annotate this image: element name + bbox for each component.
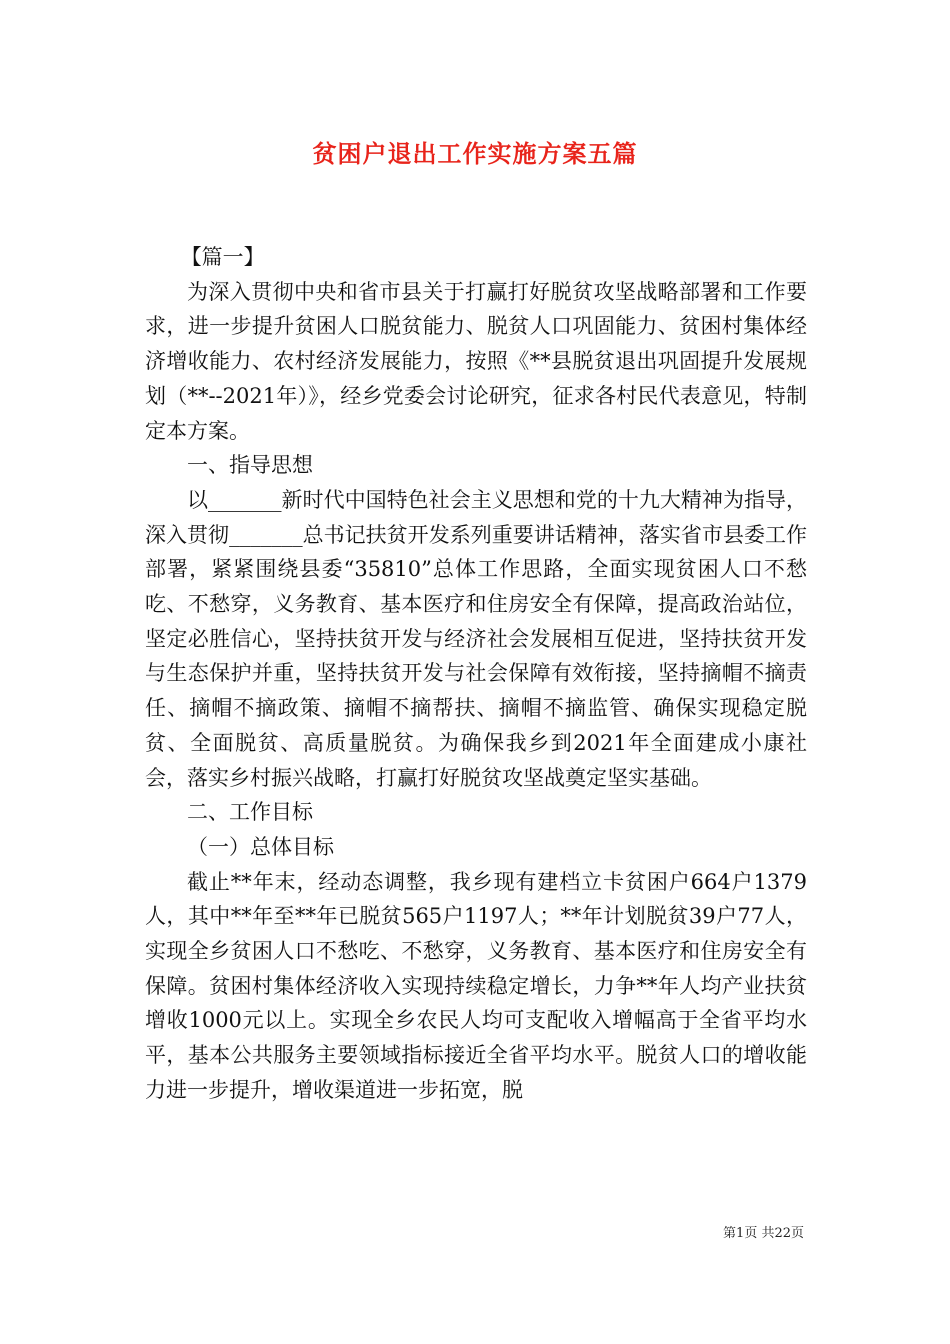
subheading-overall-goals: （一）总体目标	[187, 834, 334, 859]
page-indicator: 第1页 共22页	[723, 1226, 804, 1241]
intro-paragraph: 为深入贯彻中央和省市县关于打赢打好脱贫攻坚战略部署和工作要求，进一步提升贫困人口脱贫能力、脱贫人口巩固能力、贫困村集体经济增收能力、农村经济发展能力，按照《**县脱贫退出巩固提升发展规划（**--2021年）》，经乡党委会讨论研究，征求各村民代表意见，特制定本方案。	[145, 279, 807, 443]
goal-paragraph: 截止**年末，经动态调整，我乡现有建档立卡贫困户664户1379人，其中**年至**年已脱贫565户1197人；**年计划脱贫39户77人，实现全乡贫困人口不愁吃、不愁穿，义务教育、基本医疗和住房安全有保障。贫困村集体经济收入实现持续稳定增长，力争**年人均产业扶贫增收1000元以上。实现全乡农民人均可支配收入增幅高于全省平均水平，基本公共服务主要领域指标接近全省平均水平。脱贫人口的增收能力进一步提升，增收渠道进一步拓宽，脱	[145, 869, 807, 1102]
document-title: 贫困户退出工作实施方案五篇	[312, 139, 638, 168]
section-label: 【篇一】	[180, 245, 265, 269]
heading-work-goals: 二、工作目标	[187, 800, 313, 825]
document-body	[145, 240, 807, 1108]
heading-guiding-ideology: 一、指导思想	[187, 453, 313, 478]
guiding-paragraph: 以_______新时代中国特色社会主义思想和党的十九大精神为指导，深入贯彻_______总书记扶贫开发系列重要讲话精神，落实省市县委工作部署，紧紧围绕县委“35810”总体工作思路，全面实现贫困人口不愁吃、不愁穿，义务教育、基本医疗和住房安全有保障，提高政治站位，坚定必胜信心，坚持扶贫开发与经济社会发展相互促进，坚持扶贫开发与生态保护并重，坚持扶贫开发与社会保障有效衔接，坚持摘帽不摘责任、摘帽不摘政策、摘帽不摘帮扶、摘帽不摘监管、确保实现稳定脱贫、全面脱贫、高质量脱贫。为确保我乡到2021年全面建成小康社会，落实乡村振兴战略，打赢打好脱贫攻坚战奠定坚实基础。	[145, 487, 807, 790]
